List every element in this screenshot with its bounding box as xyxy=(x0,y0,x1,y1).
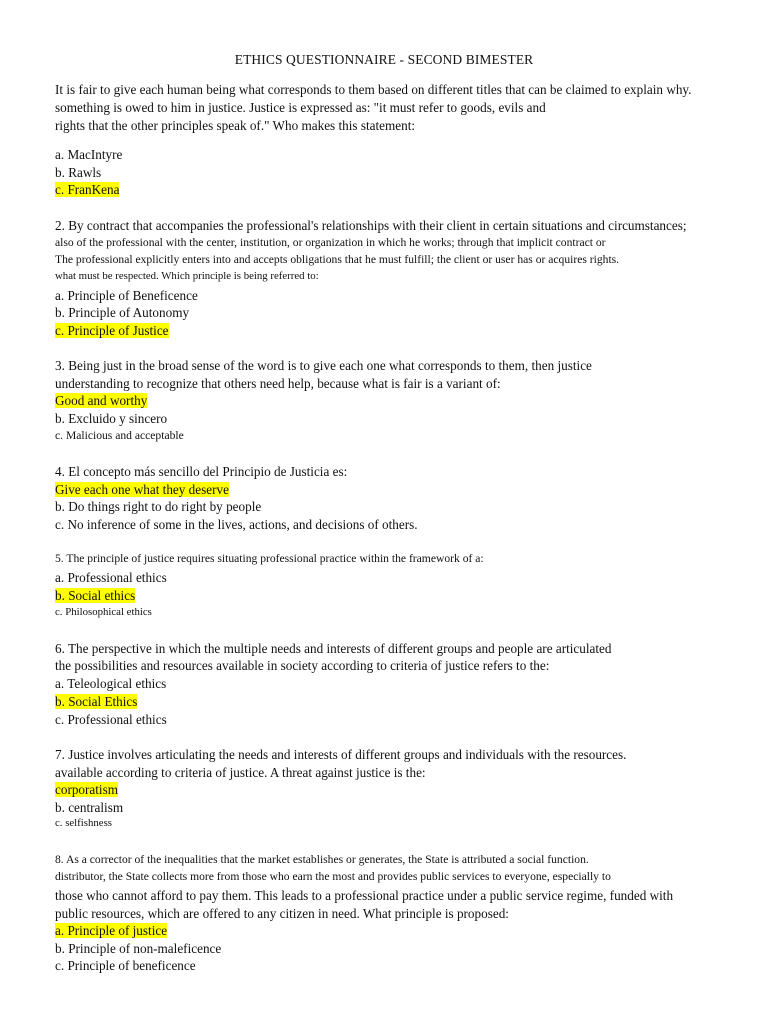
question-2-line-2: also of the professional with the center, institution, or organization in which he works; through that implicit contract or xyxy=(55,236,606,249)
question-2-option-c-highlighted: c. Principle of Justice xyxy=(55,323,169,338)
question-8-line-2: distributor, the State collects more from those who earn the most and provides public services to everyone, especially to xyxy=(55,870,611,883)
question-6-option-a: a. Teleological ethics xyxy=(55,676,167,691)
question-2-line-3: The professional explicitly enters into and accepts obligations that he must fulfill; the client or user has or acquires rights. xyxy=(55,253,620,266)
question-6-option-c: c. Professional ethics xyxy=(55,712,167,727)
question-7-option-highlighted: corporatism xyxy=(55,782,118,797)
question-6-answer xyxy=(55,695,137,708)
question-6-line-1: 6. The perspective in which the multiple needs and interests of different groups and people are articulated xyxy=(55,641,612,656)
question-7-option-b: b. centralism xyxy=(55,800,124,815)
question-1-option-a: a. MacIntyre xyxy=(55,147,123,162)
question-8-line-4: public resources, which are offered to any citizen in need. What principle is proposed: xyxy=(55,906,509,921)
question-1-option-c-highlighted: c. FranKena xyxy=(55,182,120,197)
question-2-option-a: a. Principle of Beneficence xyxy=(55,288,198,303)
question-8-answer xyxy=(55,924,167,937)
question-4-answer xyxy=(55,483,229,496)
question-4-option-b: b. Do things right to do right by people xyxy=(55,499,262,514)
question-1-option-b: b. Rawls xyxy=(55,165,102,180)
document-title: ETHICS QUESTIONNAIRE - SECOND BIMESTER xyxy=(234,52,534,67)
question-5-answer xyxy=(55,589,135,602)
question-2-line-1: 2. By contract that accompanies the professional's relationships with their client in certain situations and circumstances; xyxy=(55,218,687,233)
question-8-option-a-highlighted: a. Principle of justice xyxy=(55,923,168,938)
question-6-option-b-highlighted: b. Social Ethics xyxy=(55,694,138,709)
question-7-option-c: c. selfishness xyxy=(55,817,112,829)
question-1-line-1: It is fair to give each human being what corresponds to them based on different titles that can be claimed to explain why. xyxy=(55,82,692,97)
question-5-option-b-highlighted: b. Social ethics xyxy=(55,588,136,603)
question-1-line-2: something is owed to him in justice. Justice is expressed as: "it must refer to goods, evils and xyxy=(55,100,546,115)
question-4-option-highlighted: Give each one what they deserve xyxy=(55,482,229,497)
question-5-option-c: c. Philosophical ethics xyxy=(55,606,152,618)
question-8-option-c: c. Principle of beneficence xyxy=(55,958,196,973)
question-2-line-4: what must be respected. Which principle is being referred to: xyxy=(55,270,319,282)
question-3-option-highlighted: Good and worthy xyxy=(55,393,148,408)
question-3-answer xyxy=(55,394,147,407)
question-7-line-1: 7. Justice involves articulating the needs and interests of different groups and individuals with the resources. xyxy=(55,747,627,762)
question-8-option-b: b. Principle of non-maleficence xyxy=(55,941,222,956)
question-3-option-c: c. Malicious and acceptable xyxy=(55,429,184,442)
question-8-line-1: 8. As a corrector of the inequalities that the market establishes or generates, the State is attributed a social function. xyxy=(55,853,589,866)
question-2-option-b: b. Principle of Autonomy xyxy=(55,305,190,320)
question-4-line-1: 4. El concepto más sencillo del Principio de Justicia es: xyxy=(55,464,348,479)
question-2-answer xyxy=(55,324,169,337)
question-3-line-1: 3. Being just in the broad sense of the word is to give each one what corresponds to them, then justice xyxy=(55,358,592,373)
question-1-line-3: rights that the other principles speak of." Who makes this statement: xyxy=(55,118,416,133)
question-7-line-2: available according to criteria of justice. A threat against justice is the: xyxy=(55,765,426,780)
question-8-line-3: those who cannot afford to pay them. This leads to a professional practice under a public service regime, funded with xyxy=(55,888,674,903)
question-1-answer xyxy=(55,183,119,196)
question-5-line-1: 5. The principle of justice requires situating professional practice within the framework of a: xyxy=(55,552,484,565)
question-3-line-2: understanding to recognize that others need help, because what is fair is a variant of: xyxy=(55,376,501,391)
question-4-option-c: c. No inference of some in the lives, actions, and decisions of others. xyxy=(55,517,418,532)
question-3-option-b: b. Excluido y sincero xyxy=(55,411,168,426)
question-6-line-2: the possibilities and resources available in society according to criteria of justice refers to the: xyxy=(55,658,550,673)
question-7-answer xyxy=(55,783,118,796)
question-5-option-a: a. Professional ethics xyxy=(55,570,167,585)
